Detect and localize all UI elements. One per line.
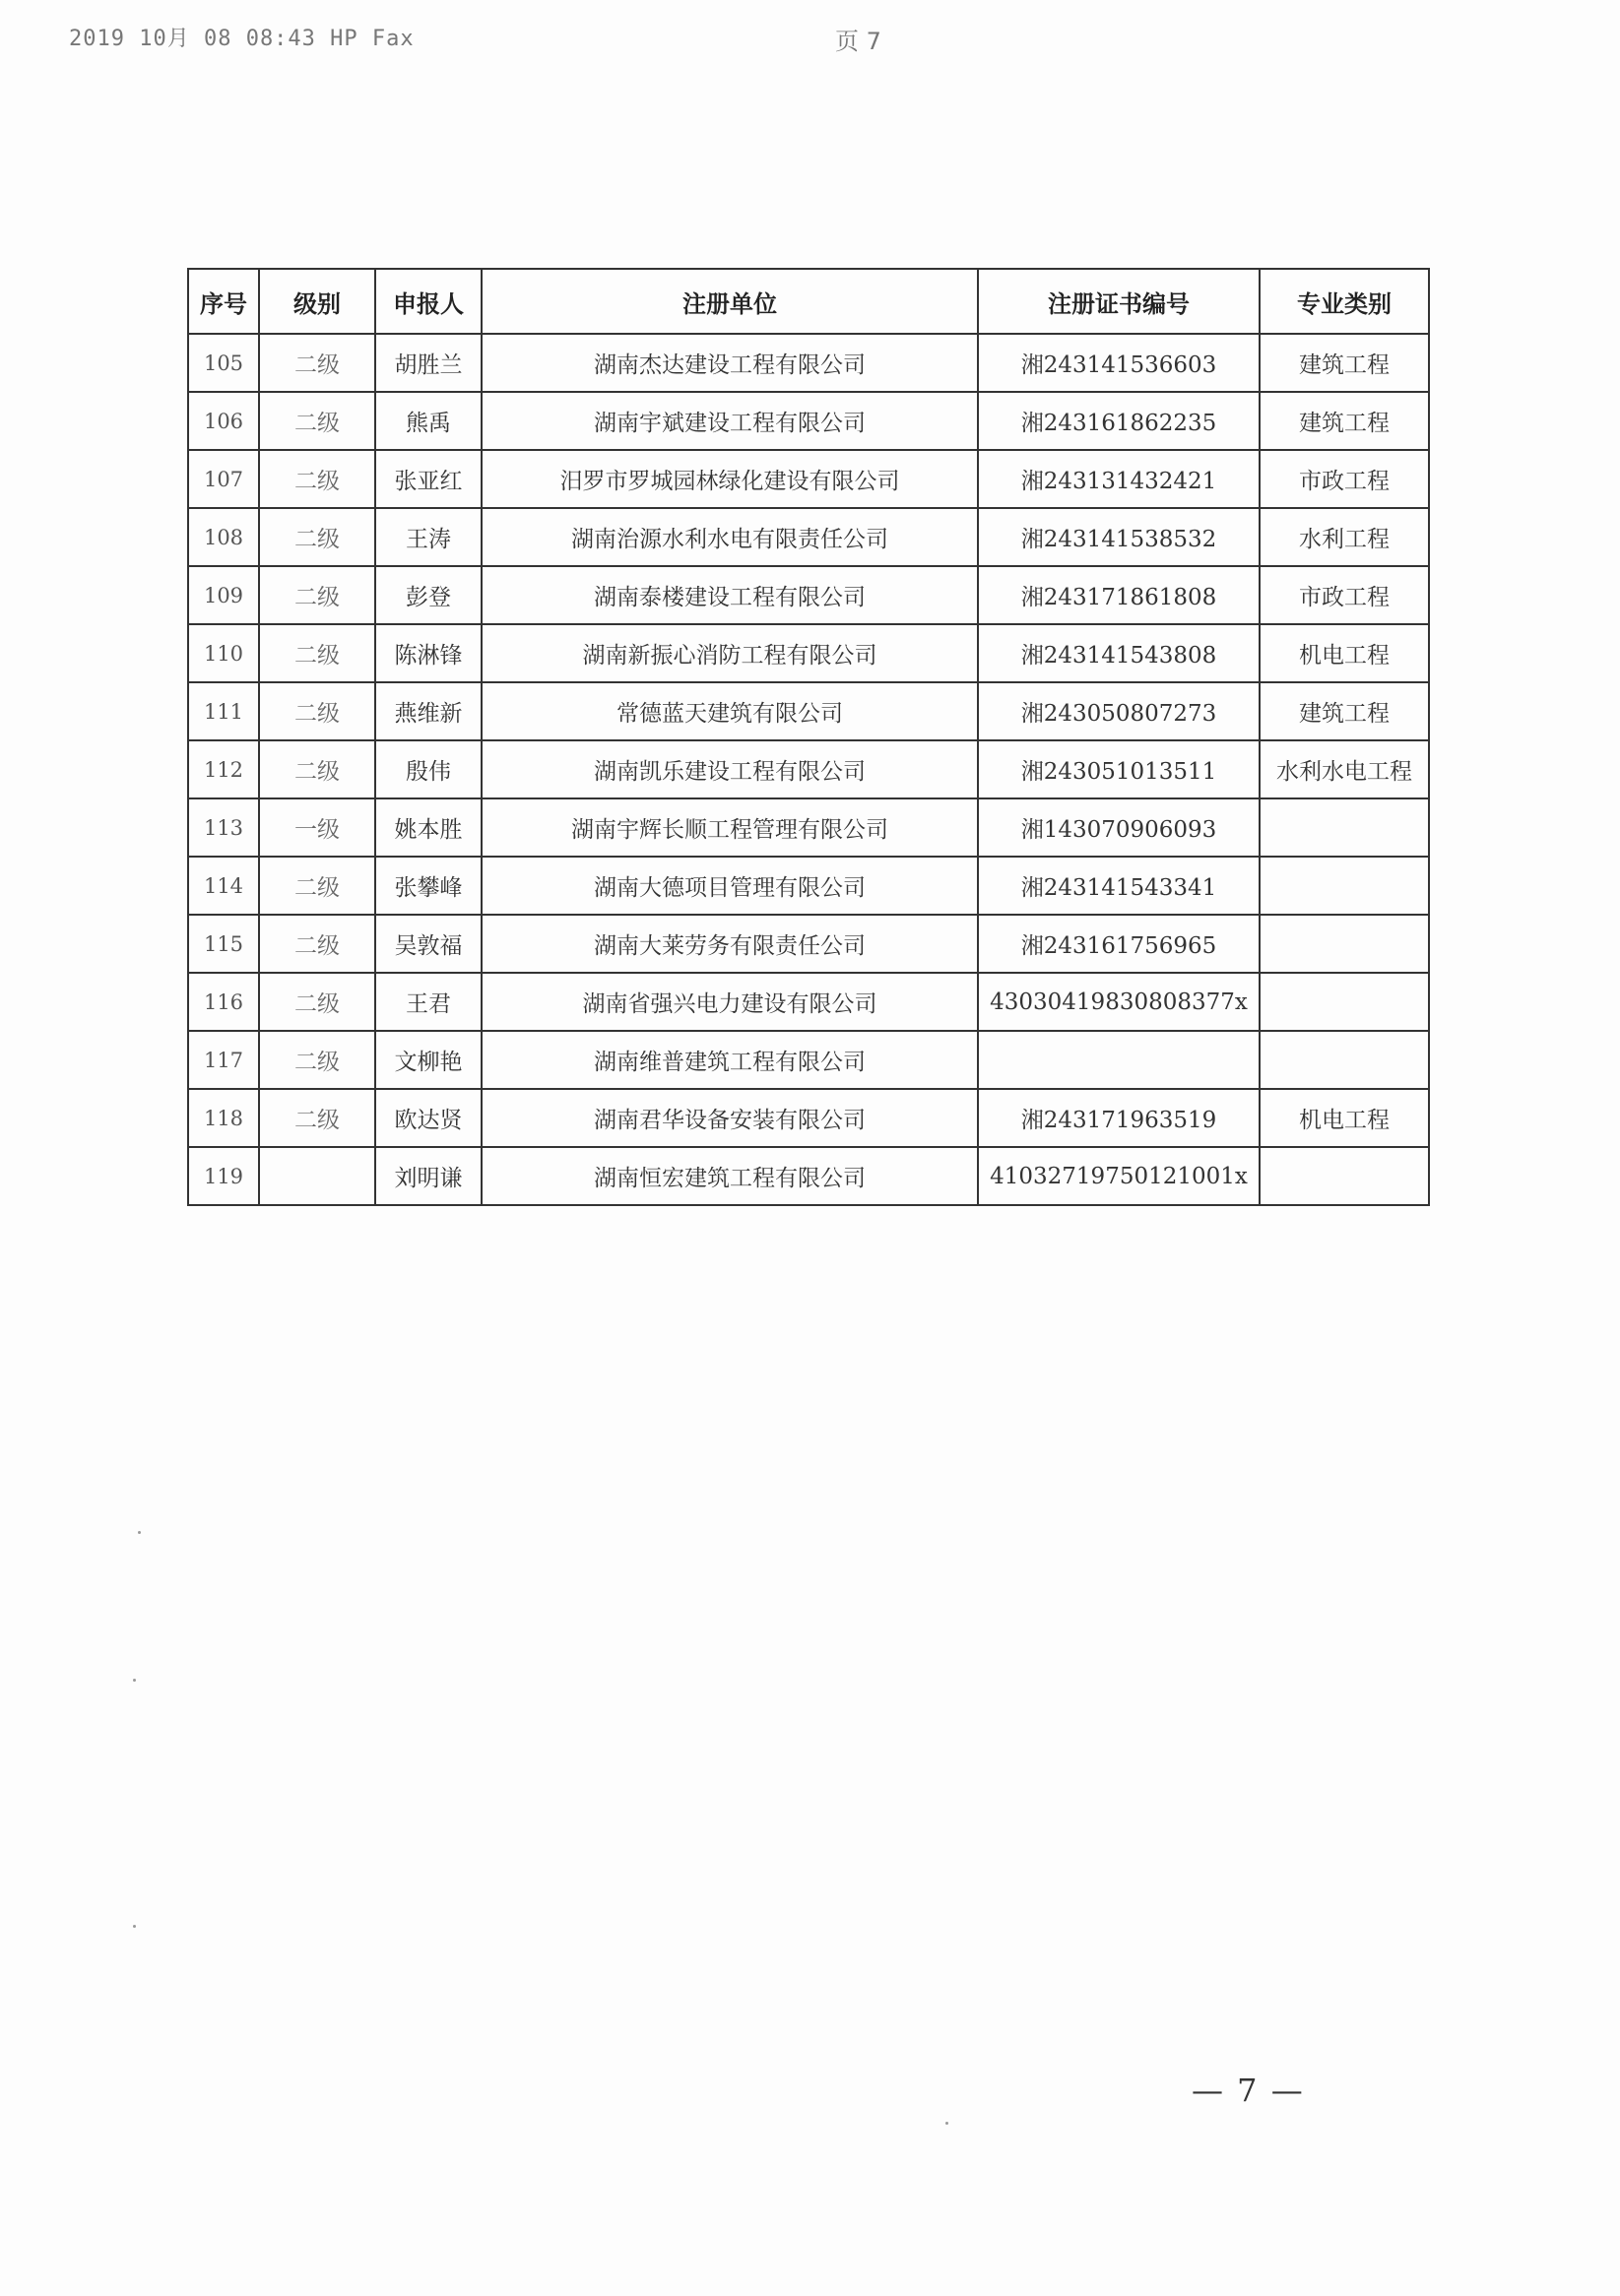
cell-specialty: 水利水电工程 — [1260, 740, 1429, 798]
cell-specialty: 水利工程 — [1260, 508, 1429, 566]
cell-serial: 116 — [188, 973, 259, 1031]
cell-specialty — [1260, 857, 1429, 915]
cell-serial: 118 — [188, 1089, 259, 1147]
cell-certificate: 湘243161756965 — [978, 915, 1260, 973]
table-row — [188, 740, 1429, 798]
cell-applicant: 王君 — [375, 973, 482, 1031]
cell-applicant: 张攀峰 — [375, 857, 482, 915]
cell-serial: 110 — [188, 624, 259, 682]
cell-serial: 115 — [188, 915, 259, 973]
cell-specialty — [1260, 798, 1429, 857]
header-certificate-number: 注册证书编号 — [978, 269, 1260, 334]
cell-serial: 114 — [188, 857, 259, 915]
cell-serial: 111 — [188, 682, 259, 740]
cell-specialty: 建筑工程 — [1260, 392, 1429, 450]
table-row — [188, 450, 1429, 508]
cell-level: 二级 — [259, 392, 375, 450]
cell-certificate: 湘243171861808 — [978, 566, 1260, 624]
table-row — [188, 334, 1429, 392]
cell-certificate: 湘243131432421 — [978, 450, 1260, 508]
cell-applicant: 胡胜兰 — [375, 334, 482, 392]
cell-level: 一级 — [259, 798, 375, 857]
cell-level: 二级 — [259, 740, 375, 798]
cell-applicant: 吴敦福 — [375, 915, 482, 973]
cell-applicant: 陈淋锋 — [375, 624, 482, 682]
cell-specialty: 市政工程 — [1260, 450, 1429, 508]
table-row — [188, 566, 1429, 624]
cell-company: 湖南泰楼建设工程有限公司 — [482, 566, 978, 624]
cell-applicant: 燕维新 — [375, 682, 482, 740]
cell-company: 湖南凯乐建设工程有限公司 — [482, 740, 978, 798]
cell-serial: 109 — [188, 566, 259, 624]
cell-certificate: 湘243141538532 — [978, 508, 1260, 566]
cell-applicant: 刘明谦 — [375, 1147, 482, 1205]
table-row — [188, 798, 1429, 857]
cell-level: 二级 — [259, 508, 375, 566]
table-row — [188, 1031, 1429, 1089]
cell-level: 二级 — [259, 450, 375, 508]
cell-certificate — [978, 1031, 1260, 1089]
cell-company: 湖南大莱劳务有限责任公司 — [482, 915, 978, 973]
header-registered-company: 注册单位 — [482, 269, 978, 334]
cell-company: 湖南省强兴电力建设有限公司 — [482, 973, 978, 1031]
cell-company: 湖南宇斌建设工程有限公司 — [482, 392, 978, 450]
cell-level: 二级 — [259, 857, 375, 915]
cell-specialty: 市政工程 — [1260, 566, 1429, 624]
scan-speck — [945, 2122, 948, 2125]
cell-level: 二级 — [259, 334, 375, 392]
registration-table-container — [187, 268, 1428, 1206]
cell-serial: 108 — [188, 508, 259, 566]
cell-level: 二级 — [259, 1089, 375, 1147]
cell-specialty — [1260, 1147, 1429, 1205]
cell-certificate: 湘243171963519 — [978, 1089, 1260, 1147]
cell-level: 二级 — [259, 566, 375, 624]
cell-company: 常德蓝天建筑有限公司 — [482, 682, 978, 740]
cell-serial: 106 — [188, 392, 259, 450]
cell-company: 湖南新振心消防工程有限公司 — [482, 624, 978, 682]
table-row — [188, 915, 1429, 973]
cell-level: 二级 — [259, 915, 375, 973]
cell-applicant: 王涛 — [375, 508, 482, 566]
cell-serial: 117 — [188, 1031, 259, 1089]
cell-applicant: 姚本胜 — [375, 798, 482, 857]
fax-page-label: 页 7 — [835, 28, 881, 55]
header-serial: 序号 — [188, 269, 259, 334]
cell-level: 二级 — [259, 624, 375, 682]
cell-serial: 113 — [188, 798, 259, 857]
cell-serial: 112 — [188, 740, 259, 798]
cell-certificate: 湘243050807273 — [978, 682, 1260, 740]
cell-certificate: 湘243141543808 — [978, 624, 1260, 682]
cell-certificate: 湘143070906093 — [978, 798, 1260, 857]
cell-serial: 105 — [188, 334, 259, 392]
table-row — [188, 624, 1429, 682]
cell-specialty: 建筑工程 — [1260, 682, 1429, 740]
cell-certificate: 湘243161862235 — [978, 392, 1260, 450]
cell-certificate: 湘243141536603 — [978, 334, 1260, 392]
table-row — [188, 508, 1429, 566]
cell-certificate: 43030419830808377x — [978, 973, 1260, 1031]
table-row — [188, 682, 1429, 740]
table-body — [188, 334, 1429, 1205]
cell-company: 湖南宇辉长顺工程管理有限公司 — [482, 798, 978, 857]
cell-applicant: 欧达贤 — [375, 1089, 482, 1147]
scan-speck — [133, 1679, 136, 1682]
cell-certificate: 41032719750121001x — [978, 1147, 1260, 1205]
cell-applicant: 彭登 — [375, 566, 482, 624]
cell-company: 汨罗市罗城园林绿化建设有限公司 — [482, 450, 978, 508]
table-row — [188, 857, 1429, 915]
header-specialty: 专业类别 — [1260, 269, 1429, 334]
cell-specialty — [1260, 1031, 1429, 1089]
cell-applicant: 文柳艳 — [375, 1031, 482, 1089]
cell-specialty — [1260, 915, 1429, 973]
table-row — [188, 1147, 1429, 1205]
cell-company: 湖南君华设备安装有限公司 — [482, 1089, 978, 1147]
cell-certificate: 湘243051013511 — [978, 740, 1260, 798]
cell-company: 湖南恒宏建筑工程有限公司 — [482, 1147, 978, 1205]
cell-level: 二级 — [259, 682, 375, 740]
cell-specialty: 机电工程 — [1260, 624, 1429, 682]
cell-level: 二级 — [259, 1031, 375, 1089]
cell-company: 湖南治源水利水电有限责任公司 — [482, 508, 978, 566]
cell-specialty — [1260, 973, 1429, 1031]
cell-serial: 107 — [188, 450, 259, 508]
header-applicant: 申报人 — [375, 269, 482, 334]
cell-applicant: 熊禹 — [375, 392, 482, 450]
cell-specialty: 机电工程 — [1260, 1089, 1429, 1147]
cell-applicant: 殷伟 — [375, 740, 482, 798]
cell-serial: 119 — [188, 1147, 259, 1205]
scan-speck — [138, 1531, 141, 1534]
page-number: — 7 — — [1192, 2072, 1305, 2109]
scan-speck — [133, 1925, 136, 1928]
header-level: 级别 — [259, 269, 375, 334]
cell-specialty: 建筑工程 — [1260, 334, 1429, 392]
table-row — [188, 973, 1429, 1031]
cell-applicant: 张亚红 — [375, 450, 482, 508]
cell-company: 湖南大德项目管理有限公司 — [482, 857, 978, 915]
cell-level — [259, 1147, 375, 1205]
cell-company: 湖南杰达建设工程有限公司 — [482, 334, 978, 392]
table-header-row — [188, 269, 1429, 334]
table-row — [188, 392, 1429, 450]
registration-table — [187, 268, 1430, 1206]
cell-certificate: 湘243141543341 — [978, 857, 1260, 915]
table-row — [188, 1089, 1429, 1147]
cell-level: 二级 — [259, 973, 375, 1031]
cell-company: 湖南维普建筑工程有限公司 — [482, 1031, 978, 1089]
fax-timestamp: 2019 10月 08 08:43 HP Fax — [69, 27, 415, 51]
